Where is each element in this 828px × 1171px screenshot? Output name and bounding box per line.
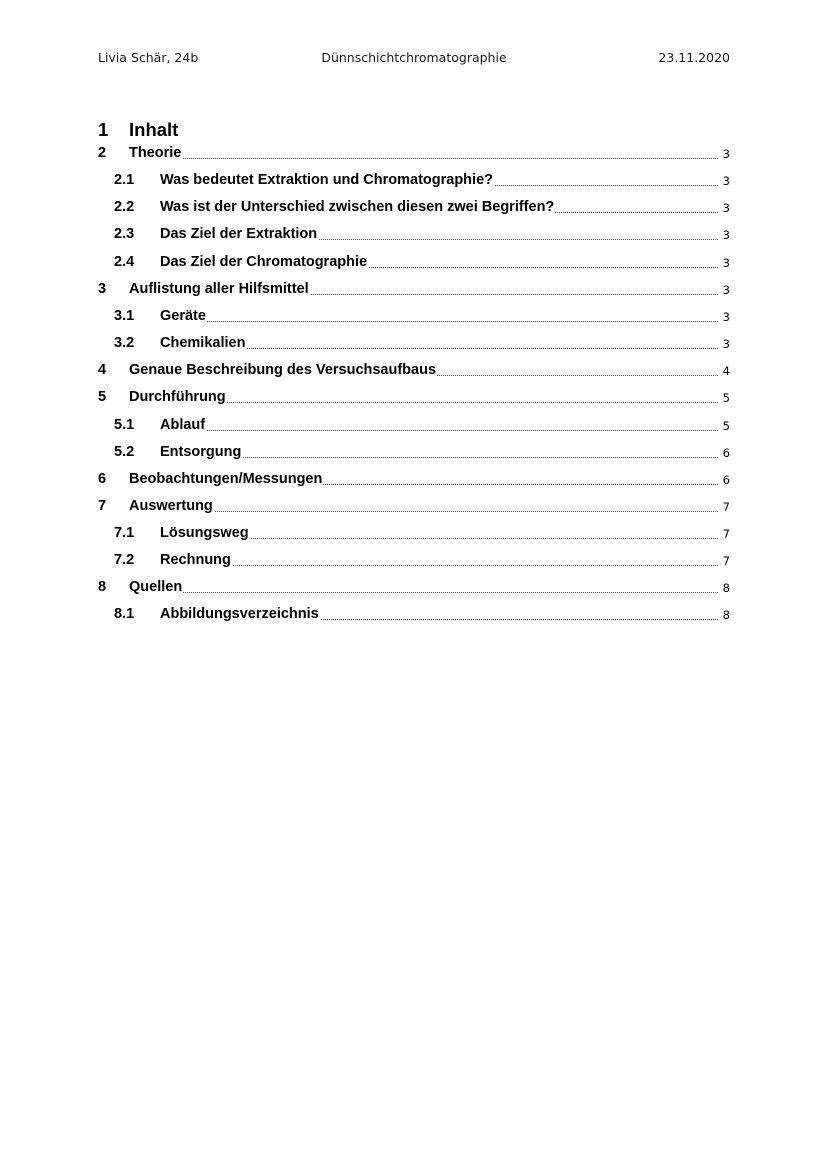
toc-entry[interactable] bbox=[98, 415, 730, 435]
toc-entry[interactable] bbox=[98, 252, 730, 272]
toc-entry-title: Das Ziel der Chromatographie bbox=[160, 254, 368, 270]
toc-entry-number: 8 bbox=[98, 579, 107, 595]
toc-entry[interactable] bbox=[98, 197, 730, 217]
toc-entry-title: Abbildungsverzeichnis bbox=[160, 606, 319, 622]
toc-entry-title: Theorie bbox=[129, 145, 182, 161]
toc-entry-page: 3 bbox=[721, 253, 730, 272]
toc-entry-number: 7.2 bbox=[114, 552, 135, 568]
toc-entry-number: 2 bbox=[98, 145, 107, 161]
toc-entry-page: 8 bbox=[721, 605, 730, 624]
toc-entry[interactable] bbox=[98, 523, 730, 543]
toc-entry-page: 5 bbox=[721, 388, 730, 407]
toc-entry-number: 2.4 bbox=[114, 254, 135, 270]
toc-heading-number: 1 bbox=[98, 119, 109, 140]
toc-entry-number: 6 bbox=[98, 471, 107, 487]
toc-entry-number: 5 bbox=[98, 389, 107, 405]
toc-entry-title: Chemikalien bbox=[160, 335, 246, 351]
toc-entry-title: Das Ziel der Extraktion bbox=[160, 226, 318, 242]
page-header bbox=[98, 50, 730, 68]
toc-entry[interactable] bbox=[98, 442, 730, 462]
header-date: 23.11.2020 bbox=[658, 50, 730, 65]
toc-entry-page: 3 bbox=[721, 171, 730, 190]
toc-entry-page: 3 bbox=[721, 225, 730, 244]
toc-heading bbox=[98, 119, 178, 141]
toc-entry-page: 3 bbox=[721, 280, 730, 299]
toc-entry-title: Auflistung aller Hilfsmittel bbox=[129, 281, 309, 297]
dot-leader bbox=[129, 158, 718, 159]
toc-entry-page: 8 bbox=[721, 578, 730, 597]
toc-entry-title: Ablauf bbox=[160, 417, 206, 433]
dot-leader bbox=[129, 511, 718, 512]
toc-entry[interactable] bbox=[98, 387, 730, 407]
dot-leader bbox=[129, 592, 718, 593]
toc-entry-page: 7 bbox=[721, 551, 730, 570]
toc-entry-title: Was bedeutet Extraktion und Chromatographie? bbox=[160, 172, 493, 188]
toc-entry-page: 7 bbox=[721, 524, 730, 543]
toc-entry-title: Durchführung bbox=[129, 389, 226, 405]
toc-entry-number: 3.2 bbox=[114, 335, 135, 351]
toc-entry-page: 3 bbox=[721, 144, 730, 163]
toc-entry-number: 7 bbox=[98, 498, 107, 514]
toc-entry-title: Was ist der Unterschied zwischen diesen zwei Begriffen? bbox=[160, 199, 555, 215]
toc-entry-page: 3 bbox=[721, 198, 730, 217]
toc-entry-page: 7 bbox=[721, 497, 730, 516]
toc-entry-title: Beobachtungen/Messungen bbox=[129, 471, 323, 487]
toc-entry-page: 3 bbox=[721, 334, 730, 353]
toc-entry-title: Rechnung bbox=[160, 552, 231, 568]
toc-entry[interactable] bbox=[98, 143, 730, 163]
toc-entry[interactable] bbox=[98, 360, 730, 380]
toc-entry[interactable] bbox=[98, 469, 730, 489]
dot-leader bbox=[160, 321, 718, 322]
toc-entry-title: Geräte bbox=[160, 308, 206, 324]
dot-leader bbox=[160, 565, 718, 566]
toc-entry-number: 2.3 bbox=[114, 226, 135, 242]
toc-entry[interactable] bbox=[98, 496, 730, 516]
toc-entry[interactable] bbox=[98, 306, 730, 326]
toc-entry[interactable] bbox=[98, 170, 730, 190]
toc-entry-number: 7.1 bbox=[114, 525, 135, 541]
toc-entry[interactable] bbox=[98, 550, 730, 570]
toc-entry[interactable] bbox=[98, 577, 730, 597]
toc-entry[interactable] bbox=[98, 333, 730, 353]
toc-entry-number: 5.1 bbox=[114, 417, 135, 433]
toc-entry-number: 2.2 bbox=[114, 199, 135, 215]
toc-entry-number: 8.1 bbox=[114, 606, 135, 622]
toc-entry-number: 5.2 bbox=[114, 444, 135, 460]
toc-entry-number: 3.1 bbox=[114, 308, 135, 324]
toc-entry-number: 4 bbox=[98, 362, 107, 378]
toc-entry[interactable] bbox=[98, 279, 730, 299]
header-title: Dünnschichtchromatographie bbox=[321, 50, 507, 65]
toc-entry[interactable] bbox=[98, 224, 730, 244]
toc-entry-page: 6 bbox=[721, 443, 730, 462]
dot-leader bbox=[160, 430, 718, 431]
toc-heading-title: Inhalt bbox=[129, 119, 179, 140]
toc-entry-title: Quellen bbox=[129, 579, 183, 595]
toc-entry-page: 6 bbox=[721, 470, 730, 489]
toc-entry-title: Genaue Beschreibung des Versuchsaufbaus bbox=[129, 362, 437, 378]
dot-leader bbox=[160, 457, 718, 458]
toc-entry-page: 3 bbox=[721, 307, 730, 326]
header-author: Livia Schär, 24b bbox=[98, 50, 199, 65]
toc-entry-number: 2.1 bbox=[114, 172, 135, 188]
toc-entry-page: 4 bbox=[721, 361, 730, 380]
toc-entry-page: 5 bbox=[721, 416, 730, 435]
toc-entry[interactable] bbox=[98, 604, 730, 624]
toc-entry-title: Entsorgung bbox=[160, 444, 242, 460]
toc-entry-title: Auswertung bbox=[129, 498, 213, 514]
toc-entry-number: 3 bbox=[98, 281, 107, 297]
toc-entry-title: Lösungsweg bbox=[160, 525, 249, 541]
